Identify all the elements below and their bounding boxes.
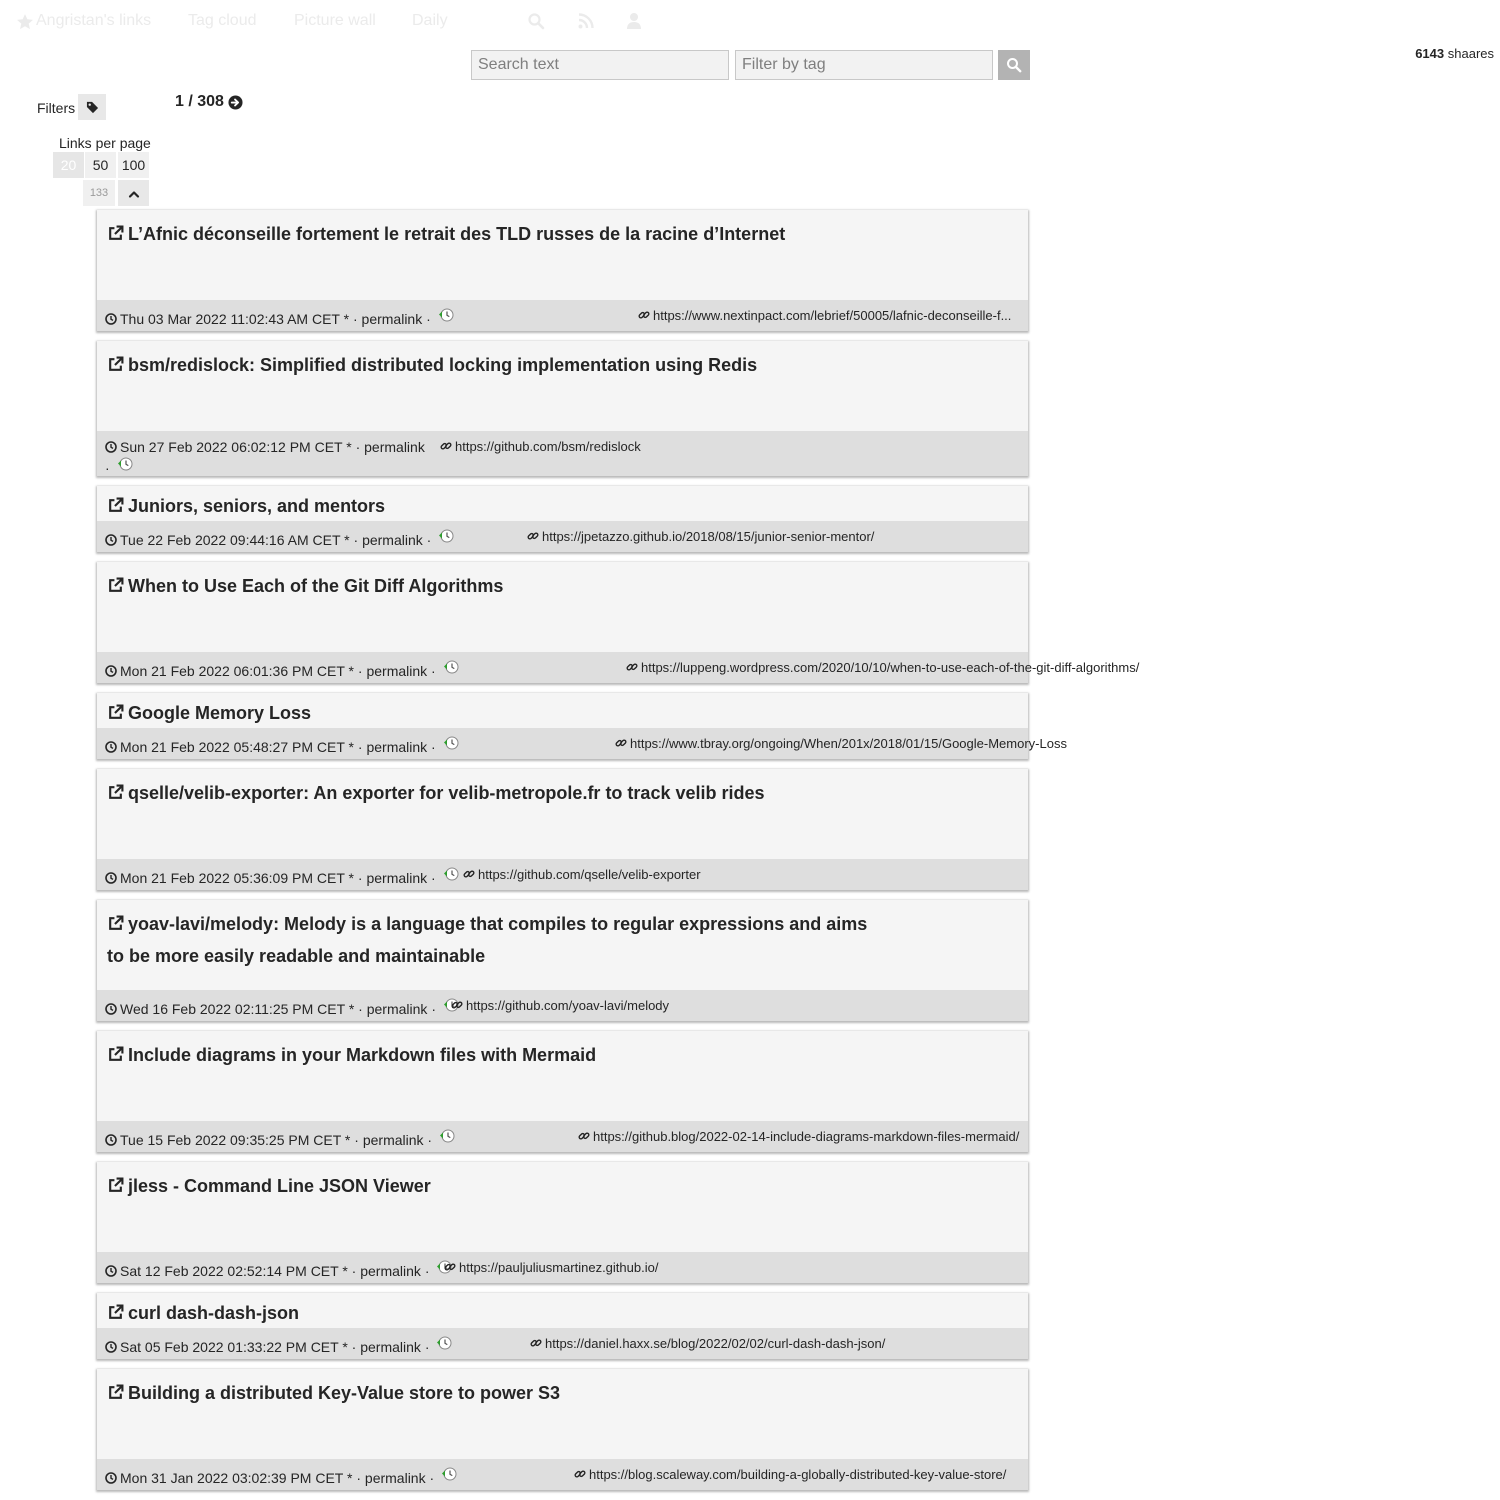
link-url[interactable]: https://jpetazzo.github.io/2018/08/15/junior-senior-mentor/ — [527, 529, 829, 545]
search-icon — [1006, 57, 1022, 73]
link-footer — [97, 990, 1028, 1021]
top-navigation — [0, 0, 1500, 44]
archive-history-icon[interactable] — [438, 528, 454, 544]
link-item — [97, 1162, 1028, 1283]
chain-link-icon — [440, 440, 452, 452]
external-link-icon — [107, 1046, 124, 1063]
link-footer — [97, 652, 1140, 683]
pagination — [175, 93, 243, 111]
chain-link-icon — [463, 868, 475, 880]
link-date: Tue 15 Feb 2022 09:35:25 PM CET * · permalink · — [105, 1128, 455, 1149]
link-footer — [97, 1252, 1028, 1283]
link-item — [97, 486, 1028, 552]
shaare-count-label: shaares — [1447, 46, 1494, 61]
chain-link-icon — [527, 530, 539, 542]
site-title-link[interactable]: Angristan's links — [36, 12, 152, 29]
link-title[interactable]: L’Afnic déconseille fortement le retrait des TLD russes de la racine d’Internet — [107, 218, 878, 250]
external-link-icon — [107, 225, 124, 242]
rss-icon[interactable] — [577, 12, 595, 30]
clock-icon — [105, 665, 117, 677]
archive-history-icon[interactable] — [439, 1128, 455, 1144]
link-date: Sat 05 Feb 2022 01:33:22 PM CET * · permalink · — [105, 1335, 452, 1356]
link-date: Mon 21 Feb 2022 05:48:27 PM CET * · permalink · — [105, 735, 459, 756]
link-item — [97, 769, 1028, 890]
link-item — [97, 693, 1067, 759]
clock-icon — [105, 313, 117, 325]
clock-icon — [105, 1003, 117, 1015]
link-title[interactable]: Juniors, seniors, and mentors — [107, 490, 878, 522]
external-link-icon — [107, 1304, 124, 1321]
tag-icon — [86, 101, 99, 114]
filters-label: Filters — [37, 100, 76, 116]
permalink-link[interactable]: permalink — [366, 739, 428, 755]
shaare-count-value: 6143 — [1415, 46, 1445, 61]
archive-history-icon[interactable] — [117, 456, 133, 472]
filter-tags-button[interactable] — [78, 94, 106, 120]
user-icon[interactable] — [625, 12, 643, 30]
archive-history-icon[interactable] — [443, 866, 459, 882]
star-icon — [16, 13, 32, 29]
per-page-option-50[interactable]: 50 — [85, 152, 116, 178]
link-url[interactable]: https://pauljuliusmartinez.github.io/ — [444, 1260, 658, 1276]
link-title[interactable]: curl dash-dash-json — [107, 1297, 878, 1329]
nav-tag-cloud[interactable]: Tag cloud — [188, 12, 257, 29]
clock-icon — [105, 1134, 117, 1146]
link-url[interactable]: https://github.com/bsm/redislock — [440, 439, 641, 455]
permalink-link[interactable]: permalink — [364, 1470, 426, 1486]
link-url[interactable]: https://www.nextinpact.com/lebrief/50005/lafnic-deconseille-f... — [638, 308, 1011, 324]
permalink-link[interactable]: permalink — [362, 532, 423, 548]
link-title[interactable]: Google Memory Loss — [107, 697, 878, 729]
link-title[interactable]: qselle/velib-exporter: An exporter for velib-metropole.fr to track velib rides — [107, 777, 878, 809]
shaare-count — [1415, 46, 1494, 61]
archive-history-icon[interactable] — [443, 735, 459, 751]
nav-daily[interactable]: Daily — [412, 12, 448, 29]
permalink-link[interactable]: permalink — [366, 663, 428, 679]
link-url[interactable]: https://www.tbray.org/ongoing/When/201x/2018/01/15/Google-Memory-Loss — [615, 736, 979, 752]
link-title[interactable]: When to Use Each of the Git Diff Algorithms — [107, 570, 878, 602]
link-item — [97, 1369, 1028, 1490]
link-url[interactable]: https://daniel.haxx.se/blog/2022/02/02/curl-dash-dash-json/ — [530, 1336, 834, 1352]
link-date: Mon 31 Jan 2022 03:02:39 PM CET * · permalink · — [105, 1466, 457, 1487]
archive-history-icon[interactable] — [438, 307, 454, 323]
permalink-link[interactable]: permalink — [360, 1339, 421, 1355]
chain-link-icon — [615, 737, 627, 749]
link-footer — [97, 300, 1028, 331]
chain-link-icon — [626, 661, 638, 673]
permalink-link[interactable]: permalink — [364, 439, 425, 455]
link-item — [97, 1293, 1028, 1359]
link-footer — [97, 728, 1067, 759]
chain-link-icon — [578, 1130, 590, 1142]
external-link-icon — [107, 704, 124, 721]
chain-link-icon — [444, 1261, 456, 1273]
external-link-icon — [107, 1384, 124, 1401]
link-item — [97, 1031, 1028, 1152]
archive-history-icon[interactable] — [443, 659, 459, 675]
permalink-link[interactable]: permalink — [366, 1001, 428, 1017]
chain-link-icon — [530, 1337, 542, 1349]
link-date: Wed 16 Feb 2022 02:11:25 PM CET * · permalink · — [105, 997, 459, 1018]
per-page-custom-input[interactable]: 133 — [83, 180, 115, 206]
link-footer — [97, 1328, 1028, 1359]
link-item — [97, 210, 1028, 331]
archive-history-icon[interactable] — [441, 1466, 457, 1482]
clock-icon — [105, 441, 117, 453]
per-page-option-100[interactable]: 100 — [118, 152, 149, 178]
link-date: Mon 21 Feb 2022 06:01:36 PM CET * · permalink · — [105, 659, 459, 680]
clock-icon — [105, 741, 117, 753]
chain-link-icon — [574, 1468, 586, 1480]
external-link-icon — [107, 915, 124, 932]
filter-tag-input[interactable] — [735, 50, 993, 80]
clock-icon — [105, 1341, 117, 1353]
external-link-icon — [107, 577, 124, 594]
chevron-up-icon — [128, 187, 140, 199]
collapse-filters-button[interactable] — [118, 180, 149, 206]
link-footer — [97, 431, 1028, 476]
link-footer — [97, 521, 1028, 552]
chain-link-icon — [638, 309, 650, 321]
chain-link-icon — [451, 999, 463, 1011]
link-item — [97, 341, 1028, 476]
per-page-option-20[interactable]: 20 — [53, 152, 84, 178]
external-link-icon — [107, 356, 124, 373]
clock-icon — [105, 1472, 117, 1484]
search-icon[interactable] — [527, 12, 545, 30]
link-footer — [97, 1121, 1028, 1152]
clock-icon — [105, 1265, 117, 1277]
link-date: Thu 03 Mar 2022 11:02:43 AM CET * · permalink · — [105, 307, 454, 328]
link-title[interactable]: yoav-lavi/melody: Melody is a language that compiles to regular expressions and aims to be more easily readable and maintainable — [107, 914, 868, 966]
external-link-icon — [107, 784, 124, 801]
clock-icon — [105, 534, 117, 546]
permalink-link[interactable]: permalink — [361, 311, 423, 327]
link-date: Sun 27 Feb 2022 06:02:12 PM CET * · permalink · — [105, 439, 425, 476]
nav-picture-wall[interactable]: Picture wall — [294, 12, 376, 29]
link-item — [97, 900, 1028, 1021]
external-link-icon — [107, 1177, 124, 1194]
link-item — [97, 562, 1140, 683]
external-link-icon — [107, 497, 124, 514]
links-per-page-label: Links per page — [59, 135, 151, 151]
link-url[interactable]: https://blog.scaleway.com/building-a-globally-distributed-key-value-store/ — [574, 1467, 912, 1483]
search-text-input[interactable] — [471, 50, 729, 80]
link-date: Mon 21 Feb 2022 05:36:09 PM CET * · permalink · — [105, 866, 459, 887]
permalink-link[interactable]: permalink — [366, 870, 428, 886]
search-submit-button[interactable] — [998, 50, 1030, 80]
link-url[interactable]: https://github.com/yoav-lavi/melody — [451, 998, 669, 1014]
link-title[interactable]: Building a distributed Key-Value store to power S3 — [107, 1377, 878, 1409]
clock-icon — [105, 872, 117, 884]
link-title[interactable]: jless - Command Line JSON Viewer — [107, 1170, 878, 1202]
archive-history-icon[interactable] — [436, 1335, 452, 1351]
link-url[interactable]: https://github.com/qselle/velib-exporter — [463, 867, 701, 883]
link-date: Sat 12 Feb 2022 02:52:14 PM CET * · permalink · — [105, 1259, 452, 1280]
page-counter: 1 / 308 — [175, 93, 224, 110]
link-title[interactable]: bsm/redislock: Simplified distributed locking implementation using Redis — [107, 349, 878, 381]
link-url[interactable]: https://luppeng.wordpress.com/2020/10/10/when-to-use-each-of-the-git-diff-algorithms/ — [626, 660, 998, 676]
permalink-link[interactable]: permalink — [360, 1263, 421, 1279]
permalink-link[interactable]: permalink — [362, 1132, 424, 1148]
link-footer — [97, 859, 1028, 890]
link-footer — [97, 1459, 1028, 1490]
link-title[interactable]: Include diagrams in your Markdown files with Mermaid — [107, 1039, 878, 1071]
link-url[interactable]: https://github.blog/2022-02-14-include-diagrams-markdown-files-mermaid/ — [578, 1129, 916, 1145]
link-date: Tue 22 Feb 2022 09:44:16 AM CET * · permalink · — [105, 528, 454, 549]
arrow-right-circle-icon[interactable] — [228, 95, 243, 110]
